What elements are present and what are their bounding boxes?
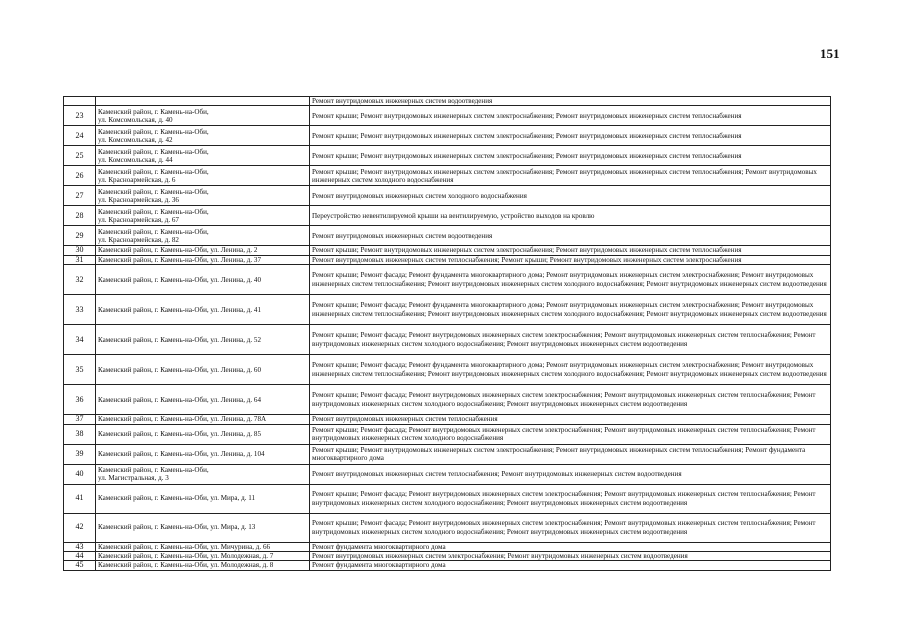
- row-number-cell: 24: [64, 126, 96, 146]
- address-cell: [96, 97, 310, 106]
- works-cell: Ремонт внутридомовых инженерных систем теплоснабжения: [310, 415, 831, 424]
- works-cell: Ремонт внутридомовых инженерных систем теплоснабжения; Ремонт внутридомовых инженерных систем водоотведения: [310, 464, 831, 484]
- address-cell: Каменский район, г. Камень-на-Оби, ул. Красноармейская, д. 82: [96, 226, 310, 246]
- table-row: [64, 415, 831, 424]
- works-cell: Ремонт крыши; Ремонт внутридомовых инженерных систем электроснабжения; Ремонт внутридомовых инженерных систем теплоснабжения; Ремонт фундамента многоквартирного дома: [310, 444, 831, 464]
- row-number-cell: 39: [64, 444, 96, 464]
- row-number-cell: 44: [64, 552, 96, 561]
- works-cell: Ремонт крыши; Ремонт внутридомовых инженерных систем электроснабжения; Ремонт внутридомовых инженерных систем теплоснабжения: [310, 106, 831, 126]
- table-row: [64, 484, 831, 513]
- address-cell: Каменский район, г. Камень-на-Оби, ул. Красноармейская, д. 67: [96, 206, 310, 226]
- works-cell: Переустройство невентилируемой крыши на вентилируемую, устройство выходов на кровлю: [310, 206, 831, 226]
- row-number-cell: 25: [64, 146, 96, 166]
- row-number-cell: 27: [64, 186, 96, 206]
- address-cell: Каменский район, г. Камень-на-Оби, ул. Ленина, д. 78А: [96, 415, 310, 424]
- address-cell: Каменский район, г. Камень-на-Оби, ул. Мира, д. 13: [96, 513, 310, 542]
- works-cell: Ремонт внутридомовых инженерных систем водоотведения: [310, 97, 831, 106]
- works-cell: Ремонт внутридомовых инженерных систем теплоснабжения; Ремонт крыши; Ремонт внутридомовых инженерных систем электроснабжения: [310, 255, 831, 264]
- table-row: [64, 561, 831, 570]
- table-row: [64, 295, 831, 325]
- works-cell: Ремонт внутридомовых инженерных систем электроснабжения; Ремонт внутридомовых инженерных систем водоотведения: [310, 552, 831, 561]
- row-number-cell: 35: [64, 355, 96, 385]
- table-row: [64, 226, 831, 246]
- table-row: [64, 206, 831, 226]
- works-cell: Ремонт крыши; Ремонт внутридомовых инженерных систем электроснабжения; Ремонт внутридомовых инженерных систем теплоснабжения: [310, 246, 831, 255]
- address-cell: Каменский район, г. Камень-на-Оби, ул. Мира, д. 11: [96, 484, 310, 513]
- table-row: [64, 325, 831, 355]
- row-number-cell: 37: [64, 415, 96, 424]
- table-row: [64, 265, 831, 295]
- works-cell: Ремонт крыши; Ремонт фасада; Ремонт фундамента многоквартирного дома; Ремонт внутридомовых инженерных систем электроснабжения; Ремонт внутридомовых инженерных систем теплоснабжения; Ремонт внутридомовых инженерных систем холодного водоснабжения; Ремонт внутридомовых инженерных систем водоотведения: [310, 355, 831, 385]
- table-row: [64, 424, 831, 444]
- works-cell: Ремонт крыши; Ремонт фасада; Ремонт фундамента многоквартирного дома; Ремонт внутридомовых инженерных систем электроснабжения; Ремонт внутридомовых инженерных систем теплоснабжения; Ремонт внутридомовых инженерных систем холодного водоснабжения; Ремонт внутридомовых инженерных систем водоотведения: [310, 265, 831, 295]
- table-row: [64, 246, 831, 255]
- table-body: [64, 97, 831, 571]
- row-number-cell: 23: [64, 106, 96, 126]
- works-cell: Ремонт фундамента многоквартирного дома: [310, 561, 831, 570]
- address-cell: Каменский район, г. Камень-на-Оби, ул. Магистральная, д. 3: [96, 464, 310, 484]
- table-row: [64, 385, 831, 415]
- table-row: [64, 97, 831, 106]
- address-cell: Каменский район, г. Камень-на-Оби, ул. Молодежная, д. 8: [96, 561, 310, 570]
- table-row: [64, 186, 831, 206]
- address-cell: Каменский район, г. Камень-на-Оби, ул. Красноармейская, д. 6: [96, 166, 310, 186]
- row-number-cell: 42: [64, 513, 96, 542]
- table-row: [64, 513, 831, 542]
- repair-register-table: [63, 96, 831, 571]
- page-number: 151: [820, 46, 840, 61]
- row-number-cell: 41: [64, 484, 96, 513]
- address-cell: Каменский район, г. Камень-на-Оби, ул. Комсомольская, д. 44: [96, 146, 310, 166]
- table-row: [64, 106, 831, 126]
- table-row: [64, 542, 831, 551]
- address-cell: Каменский район, г. Камень-на-Оби, ул. Ленина, д. 41: [96, 295, 310, 325]
- address-cell: Каменский район, г. Камень-на-Оби, ул. Ленина, д. 85: [96, 424, 310, 444]
- row-number-cell: 32: [64, 265, 96, 295]
- works-cell: Ремонт внутридомовых инженерных систем водоотведения: [310, 226, 831, 246]
- works-cell: Ремонт внутридомовых инженерных систем холодного водоснабжения: [310, 186, 831, 206]
- table-row: [64, 552, 831, 561]
- works-cell: Ремонт крыши; Ремонт внутридомовых инженерных систем электроснабжения; Ремонт внутридомовых инженерных систем теплоснабжения: [310, 126, 831, 146]
- address-cell: Каменский район, г. Камень-на-Оби, ул. Комсомольская, д. 40: [96, 106, 310, 126]
- table-row: [64, 464, 831, 484]
- row-number-cell: 34: [64, 325, 96, 355]
- address-cell: Каменский район, г. Камень-на-Оби, ул. Молодежная, д. 7: [96, 552, 310, 561]
- works-cell: Ремонт крыши; Ремонт фасада; Ремонт внутридомовых инженерных систем электроснабжения; Ремонт внутридомовых инженерных систем теплоснабжения; Ремонт внутридомовых инженерных систем холодного водоснабжения; Ремонт внутридомовых инженерных систем водоотведения: [310, 484, 831, 513]
- works-cell: Ремонт крыши; Ремонт внутридомовых инженерных систем электроснабжения; Ремонт внутридомовых инженерных систем теплоснабжения: [310, 146, 831, 166]
- row-number-cell: 29: [64, 226, 96, 246]
- row-number-cell: 36: [64, 385, 96, 415]
- address-cell: Каменский район, г. Камень-на-Оби, ул. Ленина, д. 60: [96, 355, 310, 385]
- row-number-cell: 40: [64, 464, 96, 484]
- address-cell: Каменский район, г. Камень-на-Оби, ул. Красноармейская, д. 36: [96, 186, 310, 206]
- address-cell: Каменский район, г. Камень-на-Оби, ул. Ленина, д. 52: [96, 325, 310, 355]
- address-cell: Каменский район, г. Камень-на-Оби, ул. Ленина, д. 37: [96, 255, 310, 264]
- address-cell: Каменский район, г. Камень-на-Оби, ул. Ленина, д. 2: [96, 246, 310, 255]
- works-cell: Ремонт крыши; Ремонт фасада; Ремонт внутридомовых инженерных систем электроснабжения; Ремонт внутридомовых инженерных систем теплоснабжения; Ремонт внутридомовых инженерных систем холодного водоснабжения; Ремонт внутридомовых инженерных систем водоотведения: [310, 325, 831, 355]
- table-row: [64, 255, 831, 264]
- table-row: [64, 166, 831, 186]
- row-number-cell: 33: [64, 295, 96, 325]
- row-number-cell: 31: [64, 255, 96, 264]
- works-cell: Ремонт крыши; Ремонт фасада; Ремонт фундамента многоквартирного дома; Ремонт внутридомовых инженерных систем электроснабжения; Ремонт внутридомовых инженерных систем теплоснабжения; Ремонт внутридомовых инженерных систем холодного водоснабжения; Ремонт внутридомовых инженерных систем водоотведения: [310, 295, 831, 325]
- works-cell: Ремонт фундамента многоквартирного дома: [310, 542, 831, 551]
- table-row: [64, 444, 831, 464]
- works-cell: Ремонт крыши; Ремонт внутридомовых инженерных систем электроснабжения; Ремонт внутридомовых инженерных систем теплоснабжения; Ремонт внутридомовых инженерных систем холодного водоснабжения: [310, 166, 831, 186]
- row-number-cell: [64, 97, 96, 106]
- row-number-cell: 45: [64, 561, 96, 570]
- row-number-cell: 26: [64, 166, 96, 186]
- row-number-cell: 30: [64, 246, 96, 255]
- address-cell: Каменский район, г. Камень-на-Оби, ул. Ленина, д. 64: [96, 385, 310, 415]
- address-cell: Каменский район, г. Камень-на-Оби, ул. Мичурина, д. 66: [96, 542, 310, 551]
- table-row: [64, 355, 831, 385]
- works-cell: Ремонт крыши; Ремонт фасада; Ремонт внутридомовых инженерных систем электроснабжения; Ремонт внутридомовых инженерных систем теплоснабжения; Ремонт внутридомовых инженерных систем холодного водоснабжения; Ремонт внутридомовых инженерных систем водоотведения: [310, 385, 831, 415]
- works-cell: Ремонт крыши; Ремонт фасада; Ремонт внутридомовых инженерных систем электроснабжения; Ремонт внутридомовых инженерных систем теплоснабжения; Ремонт внутридомовых инженерных систем холодного водоснабжения; Ремонт внутридомовых инженерных систем водоотведения: [310, 513, 831, 542]
- table-row: [64, 146, 831, 166]
- row-number-cell: 28: [64, 206, 96, 226]
- works-cell: Ремонт крыши; Ремонт фасада; Ремонт внутридомовых инженерных систем электроснабжения; Ремонт внутридомовых инженерных систем теплоснабжения; Ремонт внутридомовых инженерных систем холодного водоснабжения: [310, 424, 831, 444]
- address-cell: Каменский район, г. Камень-на-Оби, ул. Ленина, д. 104: [96, 444, 310, 464]
- row-number-cell: 43: [64, 542, 96, 551]
- row-number-cell: 38: [64, 424, 96, 444]
- address-cell: Каменский район, г. Камень-на-Оби, ул. Комсомольская, д. 42: [96, 126, 310, 146]
- table-row: [64, 126, 831, 146]
- address-cell: Каменский район, г. Камень-на-Оби, ул. Ленина, д. 40: [96, 265, 310, 295]
